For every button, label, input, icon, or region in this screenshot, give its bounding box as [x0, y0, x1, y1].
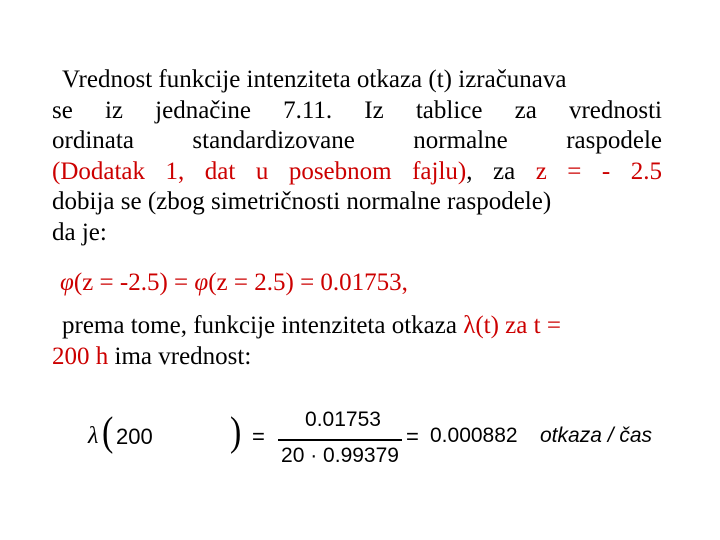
equals-sign: =	[406, 424, 419, 449]
failure-rate-formula	[88, 408, 653, 470]
intro-paragraph	[52, 65, 662, 248]
conclusion-text-1: prema tome, funkcije intenziteta otkaza	[62, 312, 464, 339]
fraction-numerator: 0.01753	[305, 408, 381, 431]
intro-line-4-mid: , za	[466, 157, 536, 185]
lambda-t-text: λ(t) za t =	[463, 312, 561, 339]
appendix-reference: (Dodatak 1, dat u posebnom fajlu)	[52, 157, 467, 185]
lambda-symbol: λ	[88, 423, 99, 449]
intro-line-3: ordinata standardizovane normalne raspodele	[52, 127, 662, 154]
equals-sign: =	[252, 424, 265, 449]
intro-line-2: se iz jednačine 7.11. Iz tablice za vrednosti	[52, 96, 662, 124]
phi-symbol: φ	[194, 269, 209, 296]
time-value: 200 h	[52, 342, 109, 370]
fraction-denominator: 20 · 0.99379	[281, 444, 399, 467]
formula-argument: 200	[116, 424, 153, 449]
left-paren: (	[102, 410, 114, 455]
conclusion-line-1	[52, 311, 664, 342]
fraction-bar	[278, 439, 402, 441]
intro-line-6: da je:	[52, 218, 107, 246]
conclusion-paragraph	[52, 311, 664, 372]
intro-line-1: Vrednost funkcije intenziteta otkaza (t) izračunava	[62, 66, 567, 93]
formula-result: 0.000882	[430, 424, 518, 447]
phi-equation	[60, 268, 408, 298]
phi-eq-part-2: (z = 2.5) = 0.01753,	[208, 269, 408, 296]
conclusion-text-2: ima vrednost:	[108, 342, 252, 370]
phi-eq-part-1: (z = -2.5) =	[73, 269, 195, 296]
formula-unit: otkaza / čas	[540, 424, 653, 447]
right-paren: )	[230, 410, 242, 455]
intro-line-5: dobija se (zbog simetričnosti normalne raspodele)	[52, 188, 552, 215]
conclusion-line-2	[52, 342, 664, 373]
phi-symbol: φ	[60, 269, 74, 296]
intro-line-4	[52, 157, 662, 188]
z-value: z = - 2.5	[535, 157, 662, 185]
